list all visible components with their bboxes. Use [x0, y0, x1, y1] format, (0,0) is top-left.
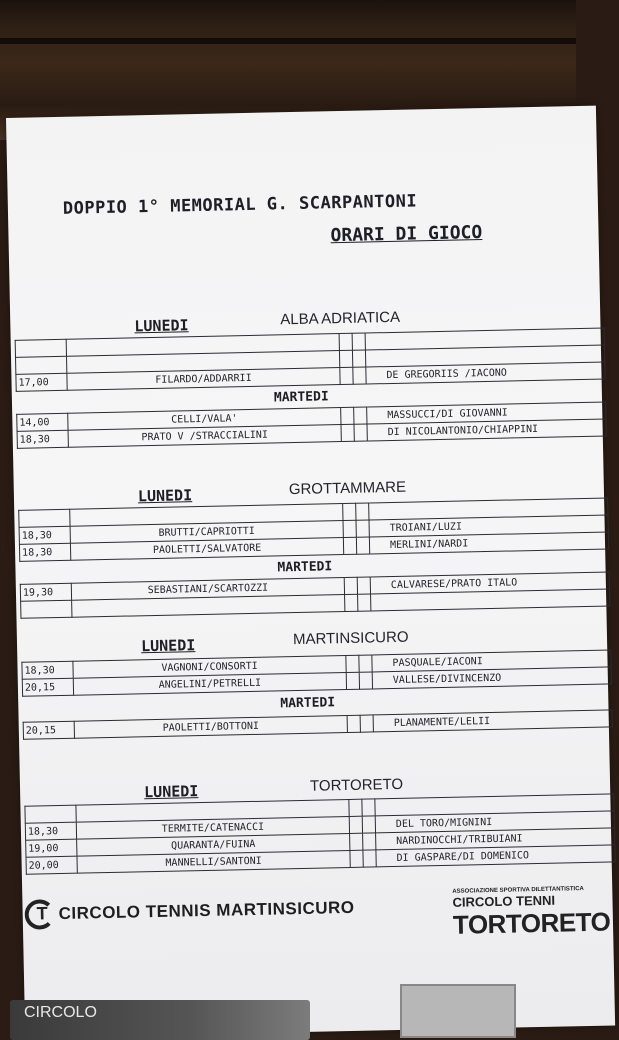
day-heading: LUNEDI — [137, 486, 193, 506]
schedule-table — [20, 571, 611, 618]
bottom-sign: CIRCOLO — [10, 1000, 310, 1040]
circolo-tennis-tortoreto-logo — [452, 886, 610, 941]
schedule-table — [16, 401, 607, 448]
tournament-title: DOPPIO 1° MEMORIAL G. SCARPANTONI — [62, 191, 418, 219]
table-row: 18,30 BRUTTI/CAPRIOTTI TROIANI/LUZI — [19, 515, 608, 544]
schedule-table — [24, 793, 615, 874]
day-heading: LUNEDI — [134, 316, 189, 336]
logo-text: CIRCOLO TENNIS MARTINSICURO — [58, 897, 355, 924]
schedule-sheet — [6, 106, 615, 1038]
table-row: 20,15 ANGELINI/PETRELLI VALLESE/DIVINCENZO — [22, 667, 611, 696]
table-row: 19,30 SEBASTIANI/SCARTOZZI CALVARESE/PRATO ITALO — [20, 572, 609, 601]
table-row: 20,00 MANNELLI/SANTONI DI GASPARE/DI DOMENICO — [26, 845, 615, 874]
ct-logo-icon: T — [24, 899, 55, 930]
logo-big-text: TORTORETO — [452, 906, 611, 940]
table-row: 20,15 PAOLETTI/BOTTONI PLANAMENTE/LELII — [23, 710, 612, 739]
venue-name: TORTORETO — [309, 775, 404, 795]
day-heading: LUNEDI — [140, 636, 196, 656]
table-row: 19,00 QUARANTA/FUINA NARDINOCCHI/TRIBUIANI — [26, 828, 615, 857]
venue-name: ALBA ADRIATICA — [280, 308, 401, 329]
day-heading: MARTEDI — [277, 559, 333, 576]
logo-small-text: ASSOCIAZIONE SPORTIVA DILETTANTISTICA — [452, 886, 584, 895]
day-heading: MARTEDI — [280, 695, 336, 712]
venue-name: GROTTAMMARE — [288, 478, 407, 499]
table-row: 18,30 TERMITE/CATENACCI DEL TORO/MIGNINI — [25, 811, 614, 840]
schedule-table — [18, 497, 609, 561]
table-row: 17,00 FILARDO/ADDARRII DE GREGORIIS /IACONO — [16, 362, 605, 391]
table-row: 14,00 CELLI/VALA' MASSUCCI/DI GIOVANNI — [17, 402, 606, 431]
venue-name: MARTINSICURO — [292, 628, 409, 649]
table-row: 18,30 VAGNONI/CONSORTI PASQUALE/IACONI — [22, 650, 611, 679]
schedule-subtitle: ORARI DI GIOCO — [330, 222, 483, 247]
logo-mid-text: CIRCOLO TENNI — [452, 892, 556, 910]
day-heading: MARTEDI — [273, 389, 329, 406]
day-heading: LUNEDI — [143, 782, 199, 802]
palm-sign-icon — [400, 984, 516, 1038]
schedule-table — [23, 709, 613, 739]
circolo-tennis-martinsicuro-logo — [24, 893, 354, 930]
schedule-table — [15, 328, 606, 392]
schedule-table — [21, 649, 612, 696]
table-row: 18,30 PAOLETTI/SALVATORE MERLINI/NARDI — [19, 532, 608, 561]
table-row: 18,30 PRATO V /STRACCIALINI DI NICOLANTONIO/CHIAPPINI — [17, 419, 606, 448]
